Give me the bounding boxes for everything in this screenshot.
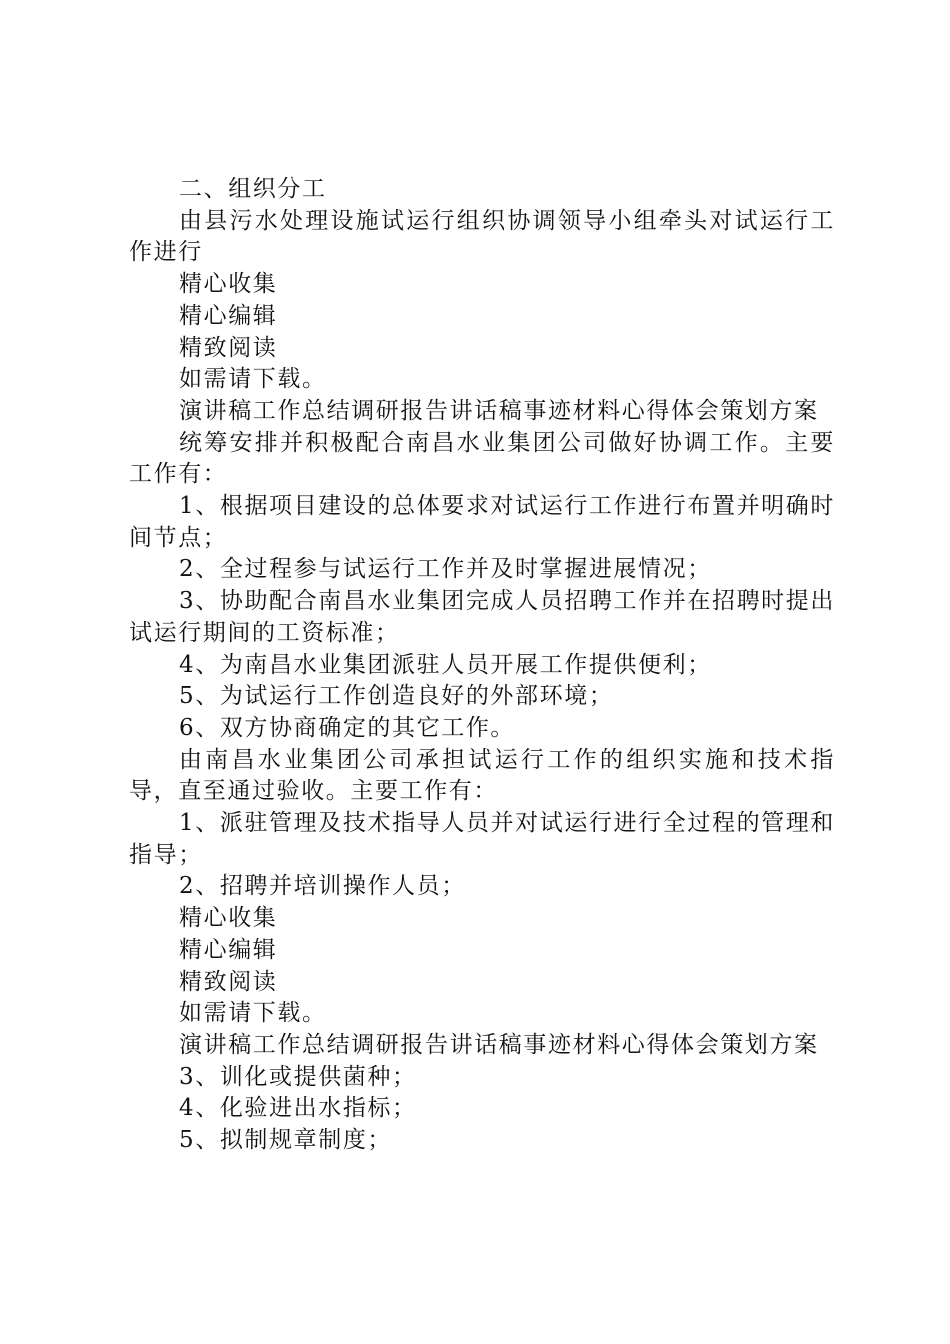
paragraph: 精致阅读 xyxy=(179,968,278,995)
section-heading: 二、组织分工 xyxy=(179,176,327,202)
paragraph: 演讲稿工作总结调研报告讲话稿事迹材料心得体会策划方案 xyxy=(179,1031,819,1058)
paragraph: 精心编辑 xyxy=(179,936,278,963)
list-item: 3、协助配合南昌水业集团完成人员招聘工作并在招聘时提出试运行期间的工资标准； xyxy=(129,588,835,646)
list-item: 6、双方协商确定的其它工作。 xyxy=(179,714,516,741)
paragraph: 精心收集 xyxy=(179,905,278,932)
list-item: 1、根据项目建设的总体要求对试运行工作进行布置并明确时间节点； xyxy=(129,493,835,551)
list-item: 2、招聘并培训操作人员； xyxy=(179,873,466,900)
paragraph: 演讲稿工作总结调研报告讲话稿事迹材料心得体会策划方案 xyxy=(179,397,819,424)
paragraph: 如需请下载。 xyxy=(179,1000,327,1027)
list-item: 2、全过程参与试运行工作并及时掌握进展情况； xyxy=(179,556,712,583)
paragraph: 统筹安排并积极配合南昌水业集团公司做好协调工作。主要工作有： xyxy=(129,429,835,488)
paragraph: 精致阅读 xyxy=(179,334,278,361)
document-body xyxy=(129,174,835,1157)
list-item: 5、拟制规章制度； xyxy=(179,1127,393,1154)
list-item: 1、派驻管理及技术指导人员并对试运行进行全过程的管理和指导； xyxy=(129,810,835,868)
paragraph: 由南昌水业集团公司承担试运行工作的组织实施和技术指导，直至通过验收。主要工作有： xyxy=(129,746,835,805)
list-item: 4、为南昌水业集团派驻人员开展工作提供便利； xyxy=(179,651,712,678)
paragraph: 精心编辑 xyxy=(179,302,278,329)
paragraph: 如需请下载。 xyxy=(179,366,327,393)
list-item: 3、训化或提供菌种； xyxy=(179,1063,417,1090)
list-item: 5、为试运行工作创造良好的外部环境； xyxy=(179,683,614,710)
list-item: 4、化验进出水指标； xyxy=(179,1095,417,1122)
paragraph: 由县污水处理设施试运行组织协调领导小组牵头对试运行工作进行 xyxy=(129,207,835,266)
paragraph: 精心收集 xyxy=(179,271,278,298)
